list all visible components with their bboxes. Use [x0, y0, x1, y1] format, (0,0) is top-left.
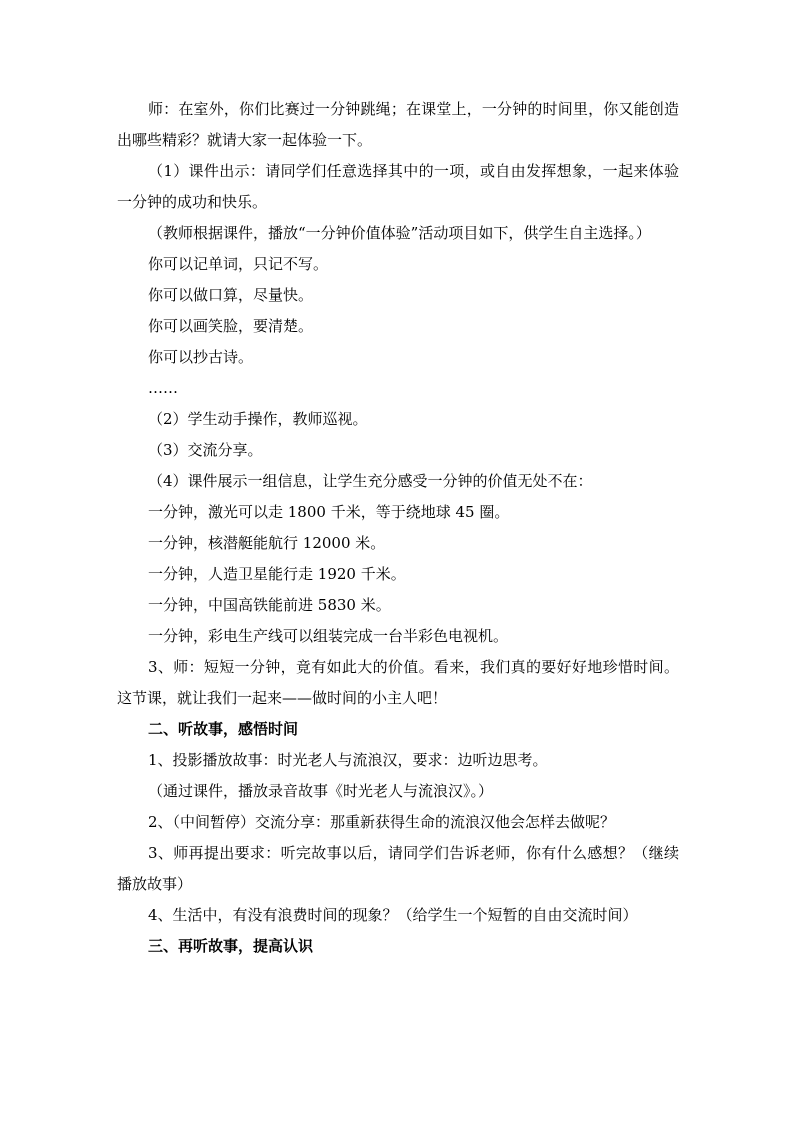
paragraph: 4、生活中，有没有浪费时间的现象？（给学生一个短暂的自由交流时间）: [148, 906, 638, 924]
paragraph: （教师根据课件，播放“一分钟价值体验”活动项目如下，供学生自主选择。）: [148, 224, 651, 242]
paragraph: 一分钟，彩电生产线可以组装完成一台半彩色电视机。: [148, 627, 509, 645]
paragraph: 1、投影播放故事：时光老人与流浪汉，要求：边听边思考。: [148, 751, 548, 769]
paragraph: 你可以做口算，尽量快。: [148, 286, 314, 304]
paragraph: 一分钟，激光可以走 1800 千米，等于绕地球 45 圈。: [148, 503, 510, 521]
paragraph: 你可以画笑脸，要清楚。: [148, 317, 314, 335]
ellipsis-line: ……: [148, 379, 178, 397]
paragraph: 师：在室外，你们比赛过一分钟跳绳；在课堂上，一分钟的时间里，你又能创造出哪些精彩？就请大家一起体验一下。: [117, 100, 679, 149]
section-heading: 三、再听故事，提高认识: [148, 937, 314, 955]
paragraph: （2）学生动手操作，教师巡视。: [148, 410, 368, 428]
document-body: [117, 94, 679, 962]
paragraph: 2、（中间暂停）交流分享：那重新获得生命的流浪汉他会怎样去做呢？: [148, 813, 616, 831]
section-heading: 二、听故事，感悟时间: [148, 720, 299, 738]
paragraph: （1）课件出示：请同学们任意选择其中的一项，或自由发挥想象，一起来体验一分钟的成功和快乐。: [117, 162, 679, 211]
paragraph: 一分钟，人造卫星能行走 1920 千米。: [148, 565, 406, 583]
paragraph: 一分钟，核潜艇能航行 12000 米。: [148, 534, 386, 552]
paragraph: （3）交流分享。: [148, 441, 263, 459]
paragraph: 一分钟，中国高铁能前进 5830 米。: [148, 596, 391, 614]
paragraph: 3、师：短短一分钟，竟有如此大的价值。看来，我们真的要好好地珍惜时间。这节课，就让我们一起来——做时间的小主人吧！: [117, 658, 679, 707]
paragraph: （通过课件，播放录音故事《时光老人与流浪汉》。）: [148, 782, 494, 800]
paragraph: 你可以抄古诗。: [148, 348, 254, 366]
paragraph: 你可以记单词，只记不写。: [148, 255, 329, 273]
paragraph: （4）课件展示一组信息，让学生充分感受一分钟的价值无处不在：: [148, 472, 593, 490]
paragraph: 3、师再提出要求：听完故事以后，请同学们告诉老师，你有什么感想？（继续播放故事）: [117, 844, 679, 893]
